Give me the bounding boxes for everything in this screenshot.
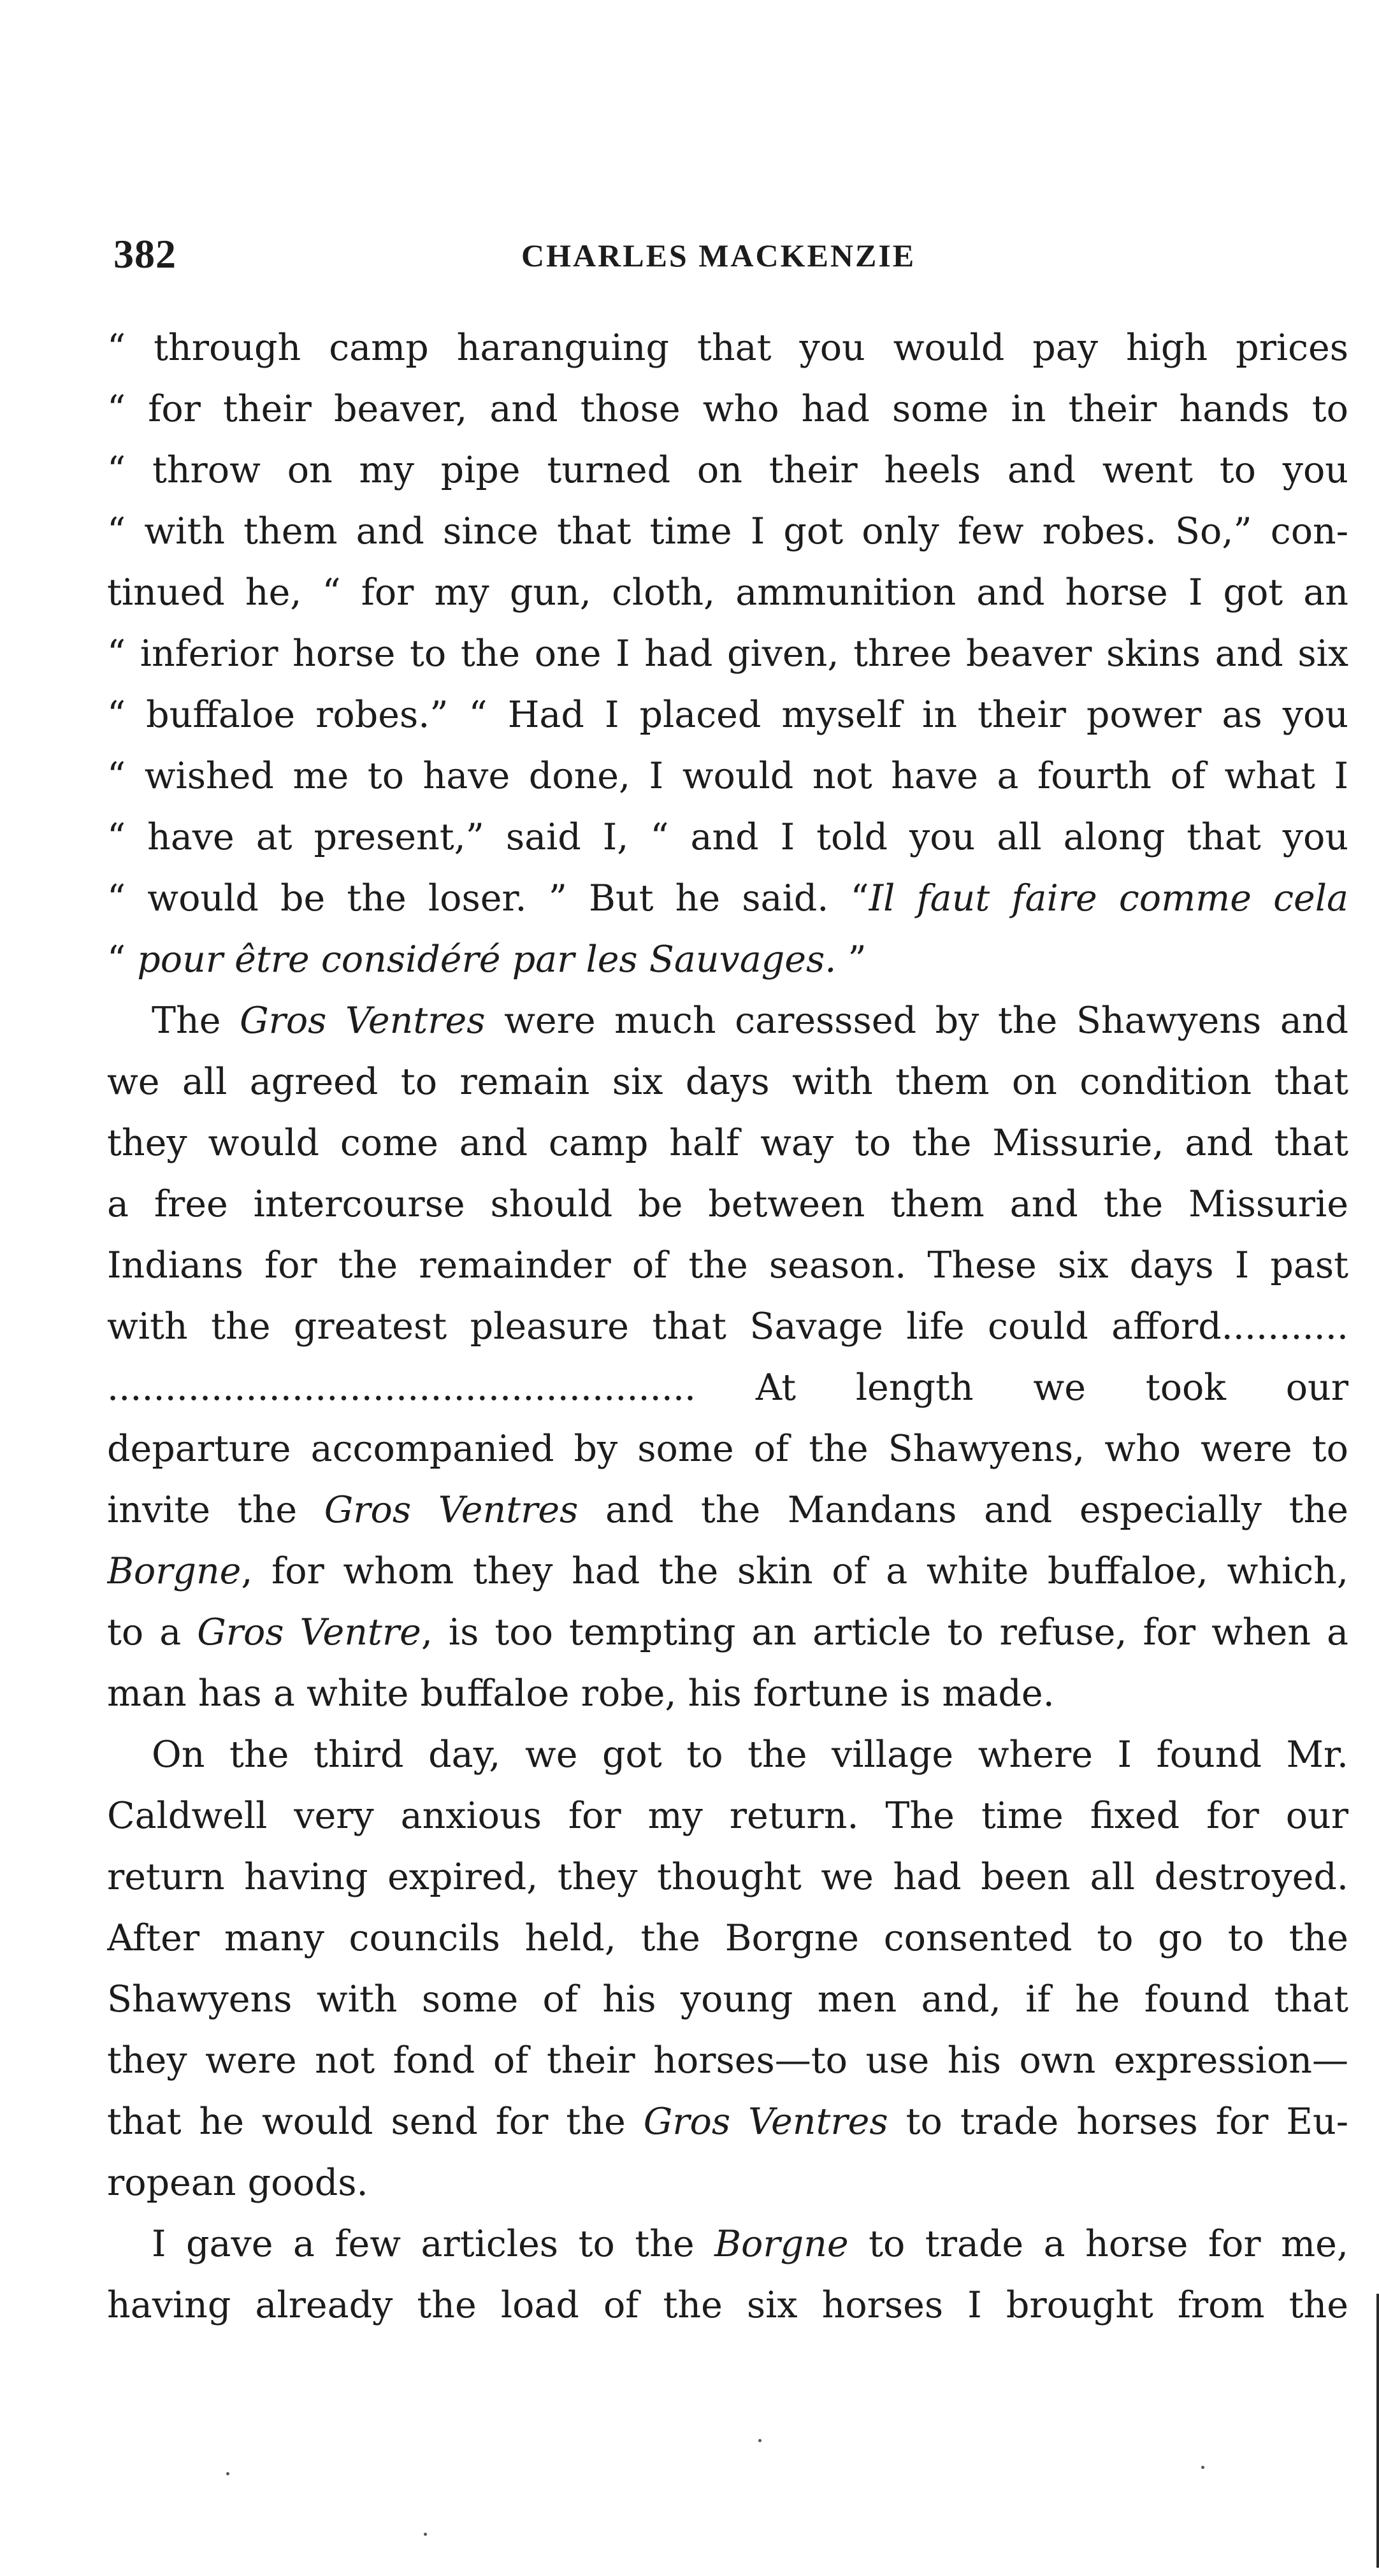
text-fragment: and the Mandans and especially the: [578, 1489, 1348, 1531]
italic-phrase: pour être considéré par les Sauvages.: [137, 939, 837, 981]
text-line: [107, 1602, 1348, 1663]
paragraph-start-line: [107, 2213, 1348, 2275]
text-fragment: The: [152, 1000, 221, 1042]
text-line: Caldwell very anxious for my return. The time fixed for our: [107, 1795, 1348, 1837]
italic-term: Gros Ventres: [240, 1000, 486, 1042]
text-line: [107, 868, 1348, 929]
text-line: with the greatest pleasure that Savage life could afford...........: [107, 1306, 1348, 1348]
text-line: they were not fond of their horses—to use his own expression—: [107, 2040, 1348, 2082]
print-speck: [1201, 2466, 1204, 2469]
closing-quote: ”: [836, 939, 867, 981]
italic-term: Gros Ventres: [324, 1489, 579, 1531]
text-line: “ inferior horse to the one I had given, three beaver skins and six: [107, 633, 1348, 675]
text-line: having already the load of the six horses I brought from the: [107, 2284, 1348, 2326]
text-line: man has a white buffaloe robe, his fortune is made.: [107, 1673, 1055, 1715]
text-line: “ have at present,” said I, “ and I told you all along that you: [107, 816, 1348, 858]
text-line: “ throw on my pipe turned on their heels and went to you: [107, 449, 1348, 491]
text-line: After many councils held, the Borgne consented to go to the: [107, 1917, 1348, 1959]
print-speck: [424, 2533, 427, 2536]
text-line: “ through camp haranguing that you would pay high prices: [107, 327, 1348, 369]
running-head: [113, 231, 1350, 288]
text-fragment: invite the: [107, 1489, 298, 1531]
text-fragment: to trade horses for Eu-: [888, 2101, 1348, 2143]
running-title: CHARLES MACKENZIE: [521, 238, 916, 273]
text-line: Indians for the remainder of the season. These six days I past: [107, 1244, 1348, 1286]
page-number: 382: [113, 231, 177, 277]
text-fragment: to trade a horse for me,: [848, 2223, 1348, 2265]
text-line: “ wished me to have done, I would not have a fourth of what I: [107, 755, 1348, 797]
text-line: a free intercourse should be between them and the Missurie: [107, 1183, 1348, 1225]
text-line: we all agreed to remain six days with them on condition that: [107, 1061, 1348, 1103]
italic-phrase: Il faut faire comme cela: [869, 877, 1348, 919]
italic-term: Borgne: [107, 1550, 242, 1592]
text-fragment: , is too tempting an article to refuse, for when a: [421, 1611, 1348, 1653]
text-fragment: were much caresssed by the Shawyens and: [485, 1000, 1348, 1042]
text-fragment: “ would be the loser. ” But he said. “: [107, 877, 869, 919]
text-fragment: to a: [107, 1611, 182, 1653]
italic-term: Gros Ventres: [643, 2101, 888, 2143]
print-speck: [758, 2439, 762, 2442]
text-fragment: At length we took our: [755, 1367, 1348, 1409]
page-edge-mark: [1376, 2294, 1379, 2568]
paragraph-start-line: [107, 990, 1348, 1051]
text-fragment: that he would send for the: [107, 2101, 626, 2143]
text-line: “ buffaloe robes.” “ Had I placed myself in their power as you: [107, 694, 1348, 736]
italic-term: Borgne: [714, 2223, 849, 2265]
body-text: [107, 317, 1348, 2336]
text-fragment: “: [107, 939, 126, 981]
text-line: Shawyens with some of his young men and, if he found that: [107, 1978, 1348, 2020]
text-line: departure accompanied by some of the Shawyens, who were to: [107, 1428, 1348, 1470]
text-line: return having expired, they thought we had been all destroyed.: [107, 1856, 1348, 1898]
paragraph-start-line: On the third day, we got to the village where I found Mr.: [152, 1734, 1348, 1776]
ellipsis-dots: ...................................................: [107, 1367, 697, 1409]
text-line: [107, 929, 1348, 990]
text-line: tinued he, “ for my gun, cloth, ammunition and horse I got an: [107, 572, 1348, 614]
text-fragment: for whom they had the skin of a white buffaloe, which,: [271, 1550, 1348, 1592]
text-line: [107, 2091, 1348, 2152]
text-line: [107, 1357, 1348, 1418]
text-line: “ for their beaver, and those who had some in their hands to: [107, 388, 1348, 430]
text-line: “ with them and since that time I got only few robes. So,” con-: [107, 510, 1348, 552]
print-speck: [226, 2472, 229, 2475]
italic-term: Gros Ventre: [197, 1611, 421, 1653]
text-line: [107, 1541, 1348, 1602]
text-line: they would come and camp half way to the Missurie, and that: [107, 1122, 1348, 1164]
text-line: ropean goods.: [107, 2162, 368, 2204]
text-fragment: ,: [241, 1550, 253, 1592]
text-line: [107, 1479, 1348, 1541]
text-fragment: I gave a few articles to the: [152, 2223, 695, 2265]
